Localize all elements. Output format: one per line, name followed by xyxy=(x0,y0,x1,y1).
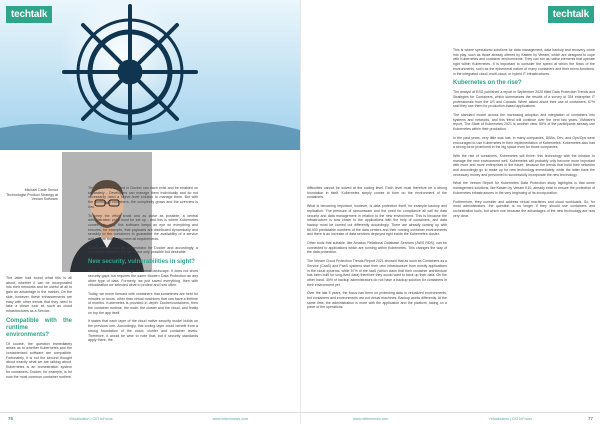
paragraph: Furthermore, they consider and address virtual machines and cloud workloads. So, for most administrators, the question is no longer if they should use containers and orchestration tools, but which one because the advantages of the new technology are now very clear. xyxy=(453,199,595,218)
techtalk-logo: techtalk xyxy=(548,6,594,23)
paragraph: The Veeam Cloud Protection Trends Report 2021 showed that as soon as Containers as a Service (CaaS) and PaaS systems start their own infrastructure from mostly applications in the cloud systems, while 57% of the IaaS (which claim that their container architecture has been built for long-lived data) therefore they would want to back up their data. On the other hand, 40% of backup administrators do not have a backup solution for containers in their environment yet. xyxy=(307,259,447,287)
right-column-1 xyxy=(307,186,447,314)
right-page xyxy=(300,0,600,424)
paragraph: Other tools that suitable, like Amazon Relational Database Services (AWS RDS), can be connected to applications which are running within Kubernetes. This changes the way of the data protection. xyxy=(307,241,447,255)
page-number: 76 xyxy=(8,416,14,421)
paragraph: Kubernetes does not change the threat landscape. It does not show security gaps but requires the same Modern Data Protection as any other type of data. Formerly, we just saved everything, then with virtualization we selected what to protect and how often. xyxy=(88,269,198,288)
right-footer xyxy=(301,412,600,424)
paragraph: What is becoming important, however, is data protection itself, for example backup and replication. The pressure of ransomware and the need for compliance all call for data security and data management in relation to the new environment. This is because the infrastructure is now closer to the applications with the help of containers, and data backup must be carried out differently accordingly. There are already coming up with 66,000 predictable numbers of the data centers and their running container environments and there is an increase of data services deployed right inside the Kubernetes cluster. xyxy=(307,204,447,237)
left-footer xyxy=(0,412,300,424)
heading-kubernetes-rise: Kubernetes on the rise? xyxy=(453,80,522,87)
website-link[interactable]: www.mitechnews.com xyxy=(353,416,389,421)
website-link[interactable]: www.mitechnews.com xyxy=(212,416,248,421)
issue-label: Virtualization | CIO InFocus xyxy=(488,416,533,421)
paragraph: It states that each layer of the cloud native security model builds on the previous one. Accordingly, this coding layer could benefit from a strong foundation of the cloud, cluster and container levels. Therefore, it would be wise to note that, but if security standards apply there, the xyxy=(88,319,198,343)
page-number: 77 xyxy=(588,416,594,421)
hero-image xyxy=(0,0,300,150)
paragraph: In the past years, very little was lost. In many companies, DBAs, Dev, and Ops/Ops were encouraged to use Kubernetes in their implementation of Kubernetes. Kubernetes also had a strong force prominent in the big space even for those companies. xyxy=(453,135,595,150)
left-column-1 xyxy=(6,276,72,383)
techtalk-logo: techtalk xyxy=(6,6,52,23)
intro-paragraph: The latter had found what this is all about, whether it can be incorporated into their networks and be useful at all to gain an advantage in the market. On the side, however, these enhancements are easy with other trends that they need to take a closer look at, such as cloud infrastructures as a Service. xyxy=(6,276,72,313)
paragraph: What the Veeam Report for Kubernetes Data Protection study highlights is that some management solutions, like Kasten by Veeam K10, already exist to ensure the protection of Kubernetes infrastructures in the very beginning of its incorporation. xyxy=(453,181,595,195)
author-caption: Michael Cade Senior Technologist Product Strategy at Veeam Software xyxy=(6,188,58,202)
paragraph: Over the last 5 years, the focus has been on protecting data in virtualized environments, but containers and environments are not virtual machines. Backup works differently. At the same time, the administration is more with the application and the platform, taking on a piece of the operations. xyxy=(307,291,447,310)
paragraph: To keep the effort small and as close as possible, a central administration point must be set up - and this is where Kubernetes comes into play, this software keeps an eye on everything and ensures, for example, that payloads are distributed dynamically and sensibly to the containers to guarantee the availability of a service and ensure that it can meet all requirements. xyxy=(88,213,198,242)
issue-label: Virtualization | CIO InFocus xyxy=(68,416,113,421)
paragraph: This is where specialized solutions for data management, data backup and recovery come into play, such as those already offered by Kasten by Veeam, which are designed to cope with Kubernetes and container environments. They can run as native elements that operate right within Kubernetes. It is important to consider the speed at which the flows of the environments, such as the ephemeral nature of many containers and their micro-functions, in the integrated cloud, multi-cloud, or hybrid IT infrastructures. xyxy=(453,48,595,76)
paragraph: Today, we move forward with containers that sometimes are held for minutes or hours, other than virtual machines that can have a lifetime of months. Kubernetes is provided in depth: Docker/containers, then the container runtime, the node, the cluster and the cloud, and finally on top the app itself. xyxy=(88,291,198,315)
paragraph: The analyst at ESG published a report in September 2020 titled Data Protection Trends and Strategies for Containers, which summarizes the results of a survey of 334 enterprise IT professionals from the US and Canada. When asked about their use of containers, 67% said they use them for production-based applications. xyxy=(453,90,595,109)
left-column-2 xyxy=(88,186,198,347)
paragraph: The containers created in Docker can each exist and be enabled on separately - Developers can manage them individually and do not necessarily need a higher-level solution to manage them. But with the number of containers, the complexity grows and the overview is lost. xyxy=(88,186,198,209)
heading-security: New security, vulnerabilities in sight? xyxy=(88,259,195,266)
right-column-2 xyxy=(453,48,595,222)
paragraph: With the rise of containers, Kubernetes will thrive: this technology with the mission to manage the new environment well. Kubernetes will probably only become more important with more and more enterprises in the future, because the trends that build their networks and accordingly go to make up for new technology immediately, while the latter have the necessary money and personnel to successfully incorporate the new technology. xyxy=(453,153,595,177)
paragraph: Kubernetes is thus an orchestrator for Docker and accordingly, a connection between the two is not only possible but desirable. xyxy=(88,245,198,255)
paragraph: Of course, the question immediately arises as to whether Kubernetes and the containerized software are compatible. Fortunately, it is not the second thought about exactly what we are talking about. Kubernetes is an orchestration system for containers. Docker, for example, is for now the most common container runtime. xyxy=(6,341,72,379)
paragraph: difficulties cannot be solved at the coding level. Each level must therefore be a strong foundation in itself. Kubernetes simply comes to form on the environment of the containers. xyxy=(307,186,447,200)
paragraph: The standard model across the increasing adoption and integration of containers into systems and networks, and this trend will continue over the next two years. VMware's report, The State of Kubernetes 2021 is another view: 65% of the participants already use Kubernetes within their production. xyxy=(453,113,595,132)
heading-compatible: Compatible with the runtime environments? xyxy=(6,317,72,338)
